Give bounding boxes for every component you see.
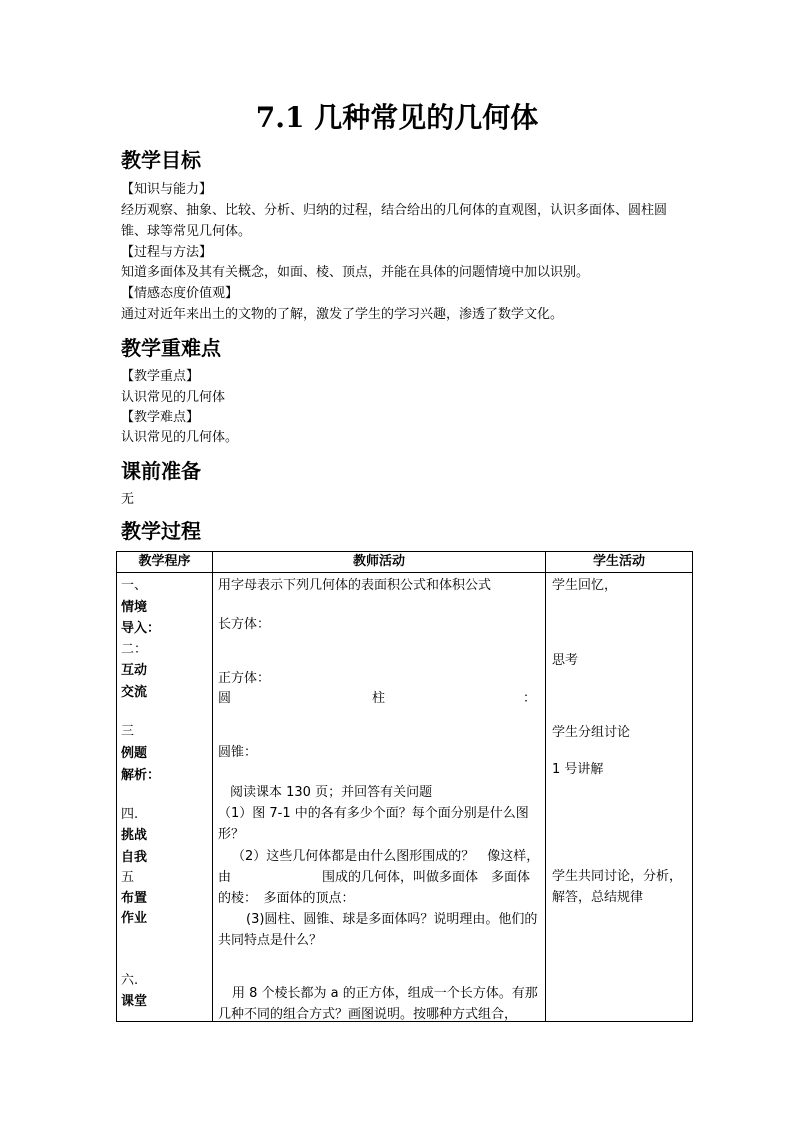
- teacher-question-3: (3)圆柱、圆锥、球是多面体吗？说明理由。他们的共同特点是什么？: [218, 912, 538, 948]
- step-4-title-b: 自我: [121, 850, 148, 865]
- teacher-question-2: （2）这些几何体都是由什么图形围成的？ 像这样，由 围成的几何体，叫做多面体 多面体的棱： 多面体的顶点：: [218, 849, 540, 906]
- step-3-number: 三: [121, 724, 135, 739]
- process-text: 知道多面体及其有关概念，如面、棱、顶点，并能在具体的问题情境中加以识别。: [121, 265, 590, 280]
- table-header-row: [117, 552, 693, 573]
- teacher-cone: 圆锥：: [218, 745, 258, 760]
- teacher-cylinder-b: 柱: [372, 691, 386, 706]
- focus-label: 【教学重点】: [121, 369, 200, 384]
- student-activity-3: 学生分组讨论: [552, 725, 631, 740]
- step-2-number: 二：: [121, 642, 148, 657]
- student-activity-5: 学生共同讨论，分析，解答，总结规律: [552, 869, 683, 905]
- header-student: 学生活动: [546, 552, 693, 573]
- process-heading: 教学过程: [121, 519, 201, 543]
- step-5-number: 五: [121, 870, 135, 885]
- step-5-title-b: 作业: [121, 911, 148, 926]
- student-cell: [546, 573, 693, 1022]
- table-row: [117, 573, 693, 1022]
- step-6-title-a: 课堂: [121, 994, 148, 1009]
- teacher-cuboid: 长方体：: [218, 617, 271, 632]
- teacher-intro: 用字母表示下列几何体的表面积公式和体积公式: [218, 578, 492, 593]
- teacher-cylinder-a: 圆: [218, 691, 232, 706]
- focus-text: 认识常见的几何体: [121, 390, 226, 405]
- teacher-question-1: （1）图 7-1 中的各有多少个面？每个面分别是什么图形？: [218, 806, 529, 842]
- step-2-title-b: 交流: [121, 685, 148, 700]
- teacher-cylinder-c: ：: [523, 691, 537, 706]
- key-points-heading: 教学重难点: [121, 336, 221, 360]
- preparation-heading: 课前准备: [121, 459, 201, 483]
- student-activity-2: 思考: [552, 653, 579, 668]
- student-activity-4: 1 号讲解: [552, 762, 604, 777]
- student-activity-1: 学生回忆，: [552, 578, 618, 593]
- page-title: 7.1 几种常见的几何体: [255, 101, 539, 134]
- program-cell: [117, 573, 213, 1022]
- teacher-cell: [213, 573, 546, 1022]
- teacher-cube: 正方体：: [218, 671, 271, 686]
- step-4-number: 四.: [121, 807, 139, 822]
- header-program: 教学程序: [117, 552, 213, 573]
- knowledge-label: 【知识与能力】: [121, 182, 213, 197]
- preparation-text: 无: [121, 492, 135, 507]
- step-6-number: 六.: [121, 973, 139, 988]
- emotion-label: 【情感态度价值观】: [121, 286, 239, 301]
- step-4-title-a: 挑战: [121, 828, 148, 843]
- teacher-question-4: 用 8 个棱长都为 a 的正方体，组成一个长方体。有那几种不同的组合方式？画图说明。按哪种方式组合，: [218, 986, 538, 1021]
- teacher-read: 阅读课本 130 页；并回答有关问题: [230, 785, 433, 800]
- knowledge-text: 经历观察、抽象、比较、分析、归纳的过程，结合给出的几何体的直观图，认识多面体、圆柱圆锥、球等常见几何体。: [121, 203, 668, 239]
- process-label: 【过程与方法】: [121, 245, 213, 260]
- header-teacher: 教师活动: [213, 552, 546, 573]
- step-1-title-a: 情境: [121, 600, 148, 615]
- step-2-title-a: 互动: [121, 663, 148, 678]
- difficulty-text: 认识常见的几何体。: [121, 430, 239, 445]
- step-3-title-a: 例题: [121, 746, 148, 761]
- emotion-text: 通过对近年来出土的文物的了解，激发了学生的学习兴趣，渗透了数学文化。: [121, 307, 564, 322]
- step-1-title-b: 导入：: [121, 621, 161, 636]
- goals-heading: 教学目标: [121, 148, 201, 172]
- step-1-number: 一、: [121, 578, 148, 593]
- process-table: [116, 551, 693, 1022]
- difficulty-label: 【教学难点】: [121, 410, 200, 425]
- step-3-title-b: 解析：: [121, 768, 161, 783]
- step-5-title-a: 布置: [121, 891, 148, 906]
